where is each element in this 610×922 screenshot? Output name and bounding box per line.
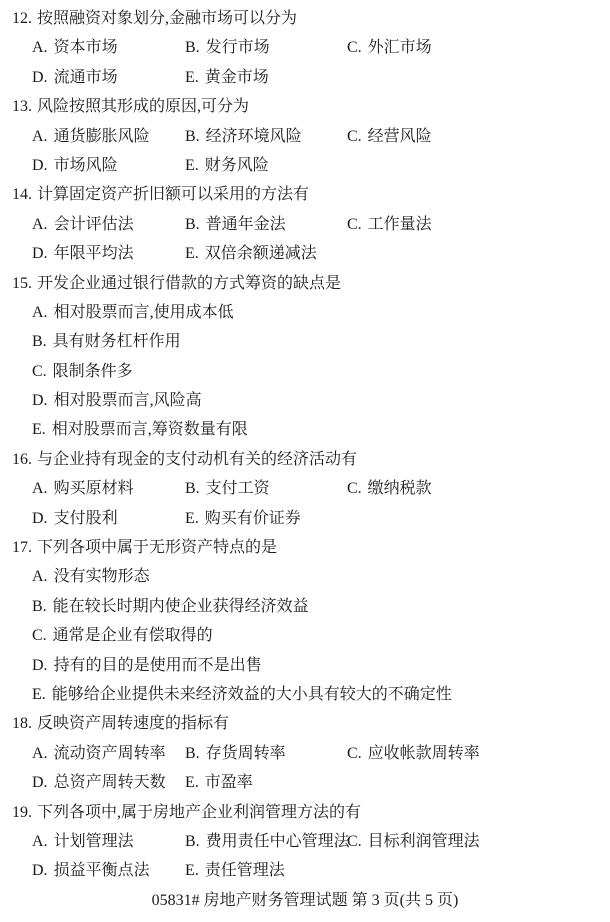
- option-label: E.: [32, 421, 46, 439]
- option-label: A.: [32, 303, 48, 321]
- question-15-option-c: [0, 357, 610, 386]
- option-label: C.: [347, 832, 362, 850]
- option-text: 相对股票而言,风险高: [53, 392, 202, 410]
- option-text: 支付工资: [205, 480, 270, 498]
- option-label: C.: [347, 39, 362, 57]
- question-15-stem: [0, 269, 610, 298]
- question-16-options-row-1: [0, 474, 610, 503]
- question-number: 17.: [12, 539, 32, 557]
- option-a: [32, 827, 134, 856]
- option-d: [32, 151, 118, 180]
- option-text: 财务风险: [204, 156, 269, 174]
- option-text: 相对股票而言,筹资数量有限: [51, 421, 248, 439]
- option-b: [185, 33, 270, 62]
- question-14-options-row-1: [0, 210, 610, 239]
- option-e: [185, 504, 301, 533]
- question-text: 下列各项中,属于房地产企业利润管理方法的有: [37, 803, 362, 821]
- question-17-stem: [0, 533, 610, 562]
- option-b: [185, 827, 350, 856]
- option-label: D.: [32, 392, 48, 410]
- question-number: 16.: [12, 450, 32, 468]
- option-text: 购买原材料: [53, 480, 134, 498]
- option-c: [347, 827, 480, 856]
- question-text: 开发企业通过银行借款的方式筹资的缺点是: [37, 274, 342, 292]
- option-label: E.: [185, 245, 199, 263]
- option-text: 责任管理法: [204, 862, 285, 880]
- option-label: A.: [32, 568, 48, 586]
- option-text: 相对股票而言,使用成本低: [53, 303, 234, 321]
- option-text: 流动资产周转率: [53, 744, 166, 762]
- option-label: C.: [32, 627, 47, 645]
- option-text: 费用责任中心管理法: [205, 832, 350, 850]
- option-text: 流通市场: [53, 68, 118, 86]
- option-text: 目标利润管理法: [367, 832, 480, 850]
- option-label: E.: [185, 862, 199, 880]
- option-text: 缴纳税款: [367, 480, 432, 498]
- option-text: 限制条件多: [52, 362, 133, 380]
- option-e: [185, 239, 317, 268]
- option-b: [185, 210, 286, 239]
- option-text: 外汇市场: [367, 39, 432, 57]
- option-label: C.: [347, 215, 362, 233]
- option-text: 工作量法: [367, 215, 432, 233]
- option-label: B.: [185, 39, 200, 57]
- question-13-stem: [0, 92, 610, 121]
- option-text: 经济环境风险: [205, 127, 302, 145]
- option-label: D.: [32, 862, 48, 880]
- question-16-stem: [0, 445, 610, 474]
- question-15-option-b: [0, 327, 610, 356]
- question-13-options-row-1: [0, 122, 610, 151]
- option-label: E.: [185, 509, 199, 527]
- option-text: 市盈率: [204, 774, 253, 792]
- option-label: B.: [185, 127, 200, 145]
- option-label: C.: [347, 480, 362, 498]
- question-number: 19.: [12, 803, 32, 821]
- option-text: 具有财务杠杆作用: [52, 333, 181, 351]
- question-text: 与企业持有现金的支付动机有关的经济活动有: [37, 450, 358, 468]
- option-label: B.: [32, 597, 47, 615]
- question-18-options-row-2: [0, 768, 610, 797]
- option-text: 持有的目的是使用而不是出售: [53, 656, 262, 674]
- question-18-stem: [0, 709, 610, 738]
- option-label: B.: [185, 480, 200, 498]
- option-label: C.: [347, 127, 362, 145]
- option-a: [32, 122, 150, 151]
- option-label: A.: [32, 39, 48, 57]
- option-label: E.: [185, 774, 199, 792]
- option-label: A.: [32, 480, 48, 498]
- question-12-options-row-1: [0, 33, 610, 62]
- question-number: 18.: [12, 715, 32, 733]
- option-d: [32, 504, 118, 533]
- option-label: D.: [32, 774, 48, 792]
- option-d: [32, 856, 150, 885]
- option-label: E.: [32, 685, 46, 703]
- option-label: C.: [32, 362, 47, 380]
- option-label: B.: [185, 215, 200, 233]
- option-label: E.: [185, 68, 199, 86]
- option-text: 能在较长时期内使企业获得经济效益: [52, 597, 309, 615]
- option-text: 年限平均法: [53, 245, 134, 263]
- option-label: B.: [32, 333, 47, 351]
- question-14-stem: [0, 180, 610, 209]
- question-13-options-row-2: [0, 151, 610, 180]
- option-label: D.: [32, 656, 48, 674]
- option-c: [347, 739, 480, 768]
- question-text: 按照融资对象划分,金融市场可以分为: [37, 10, 298, 27]
- option-label: A.: [32, 832, 48, 850]
- question-text: 计算固定资产折旧额可以采用的方法有: [37, 186, 310, 204]
- question-number: 14.: [12, 186, 32, 204]
- option-text: 存货周转率: [205, 744, 286, 762]
- option-d: [32, 768, 166, 797]
- option-text: 黄金市场: [204, 68, 269, 86]
- question-18-options-row-1: [0, 739, 610, 768]
- question-15-option-a: [0, 298, 610, 327]
- option-text: 发行市场: [205, 39, 270, 57]
- option-text: 通货膨胀风险: [53, 127, 150, 145]
- option-label: D.: [32, 156, 48, 174]
- question-text: 下列各项中属于无形资产特点的是: [37, 539, 278, 557]
- option-b: [185, 122, 302, 151]
- option-c: [347, 33, 432, 62]
- question-15-option-d: [0, 386, 610, 415]
- option-c: [347, 474, 432, 503]
- option-text: 支付股利: [53, 509, 118, 527]
- option-a: [32, 739, 166, 768]
- page-footer: 05831# 房地产财务管理试题 第 3 页(共 5 页): [151, 891, 459, 909]
- option-text: 计划管理法: [53, 832, 134, 850]
- option-c: [347, 210, 432, 239]
- question-17-option-c: [0, 621, 610, 650]
- option-label: E.: [185, 156, 199, 174]
- option-d: [32, 239, 134, 268]
- question-14-options-row-2: [0, 239, 610, 268]
- option-label: C.: [347, 744, 362, 762]
- question-17-option-a: [0, 562, 610, 591]
- question-17-option-d: [0, 651, 610, 680]
- option-label: D.: [32, 509, 48, 527]
- option-e: [185, 151, 269, 180]
- question-number: 12.: [12, 10, 32, 27]
- option-e: [185, 856, 285, 885]
- question-16-options-row-2: [0, 504, 610, 533]
- option-label: D.: [32, 245, 48, 263]
- option-text: 没有实物形态: [53, 568, 150, 586]
- question-17-option-e: [0, 680, 610, 709]
- option-text: 市场风险: [53, 156, 118, 174]
- option-text: 能够给企业提供未来经济效益的大小具有较大的不确定性: [51, 685, 452, 703]
- option-text: 普通年金法: [205, 215, 286, 233]
- question-number: 15.: [12, 274, 32, 292]
- option-label: B.: [185, 744, 200, 762]
- option-text: 会计评估法: [53, 215, 134, 233]
- option-text: 应收帐款周转率: [367, 744, 480, 762]
- option-text: 总资产周转天数: [53, 774, 166, 792]
- option-label: A.: [32, 215, 48, 233]
- question-17-option-b: [0, 592, 610, 621]
- option-text: 购买有价证券: [204, 509, 301, 527]
- option-b: [185, 474, 270, 503]
- question-15-option-e: [0, 415, 610, 444]
- option-text: 经营风险: [367, 127, 432, 145]
- option-label: A.: [32, 127, 48, 145]
- question-12-stem: [0, 4, 610, 33]
- question-19-stem: [0, 798, 610, 827]
- option-a: [32, 210, 134, 239]
- option-e: [185, 63, 269, 92]
- question-19-options-row-1: [0, 827, 610, 856]
- option-text: 双倍余额递减法: [204, 245, 317, 263]
- option-label: D.: [32, 68, 48, 86]
- option-e: [185, 768, 253, 797]
- question-12-options-row-2: [0, 63, 610, 92]
- question-19-options-row-2: [0, 856, 610, 885]
- option-text: 资本市场: [53, 39, 118, 57]
- option-b: [185, 739, 286, 768]
- question-text: 风险按照其形成的原因,可分为: [37, 98, 250, 116]
- question-text: 反映资产周转速度的指标有: [37, 715, 230, 733]
- option-text: 损益平衡点法: [53, 862, 150, 880]
- option-d: [32, 63, 118, 92]
- option-a: [32, 474, 134, 503]
- option-text: 通常是企业有偿取得的: [52, 627, 213, 645]
- question-number: 13.: [12, 98, 32, 116]
- option-label: B.: [185, 832, 200, 850]
- option-label: A.: [32, 744, 48, 762]
- option-a: [32, 33, 118, 62]
- option-c: [347, 122, 432, 151]
